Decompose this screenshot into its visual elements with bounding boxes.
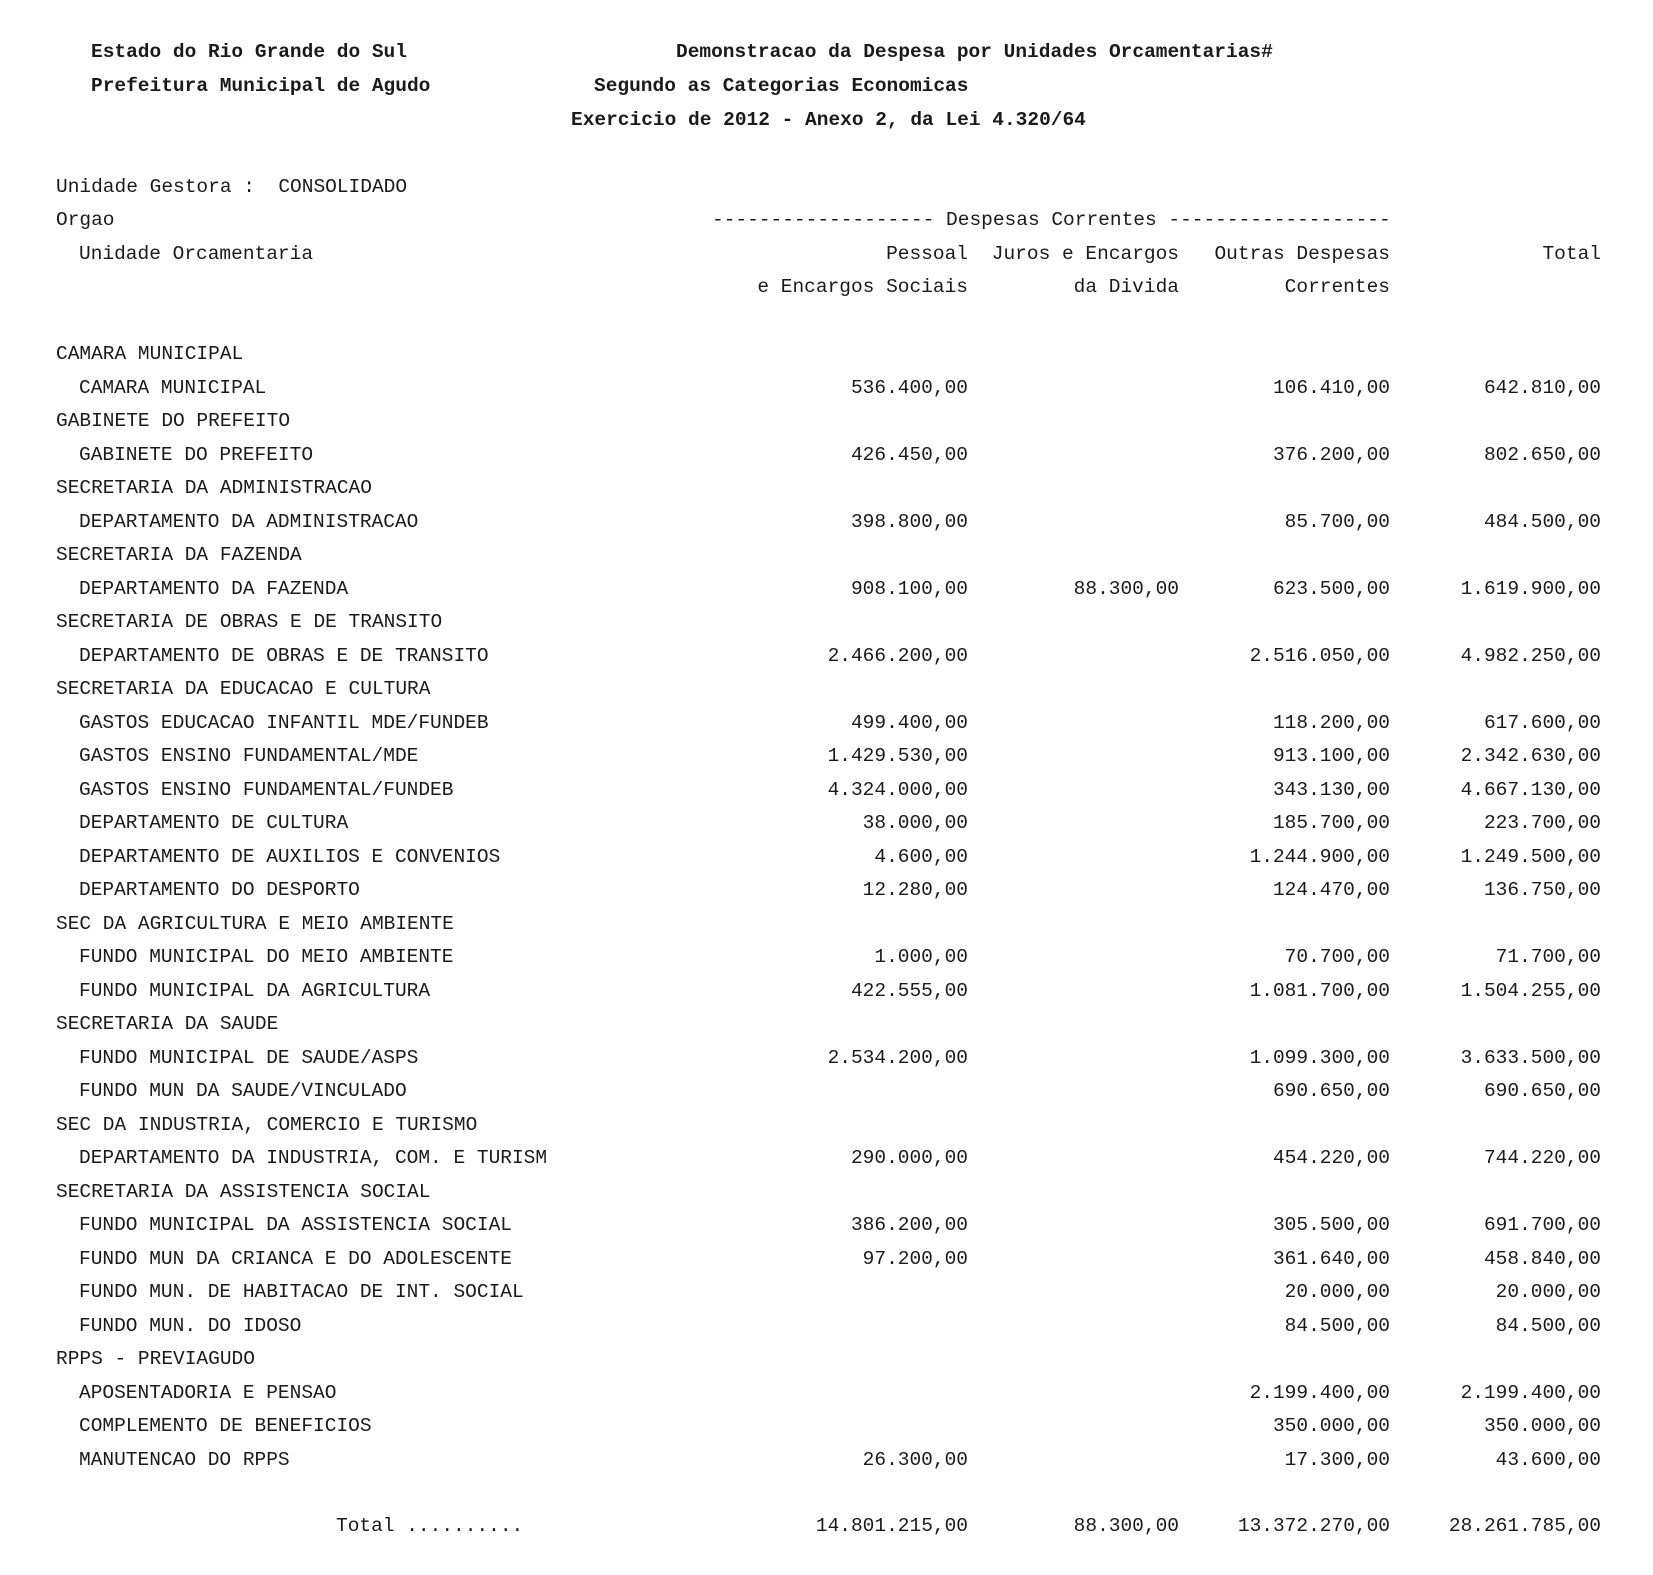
unidade-name: APOSENTADORIA E PENSAO bbox=[79, 1382, 337, 1404]
cell-pessoal: 499.400,00 bbox=[850, 712, 968, 734]
unidade-name: DEPARTAMENTO DO DESPORTO bbox=[79, 879, 360, 901]
unidade-name: DEPARTAMENTO DE OBRAS E DE TRANSITO bbox=[79, 645, 489, 667]
unidade-name: GABINETE DO PREFEITO bbox=[79, 444, 314, 466]
cell-total: 223.700,00 bbox=[1483, 812, 1601, 834]
unidade-gestora: Unidade Gestora : CONSOLIDADO bbox=[56, 176, 408, 198]
cell-outras: 84.500,00 bbox=[1284, 1315, 1390, 1337]
cell-outras: 1.081.700,00 bbox=[1249, 980, 1390, 1002]
orgao-name: GABINETE DO PREFEITO bbox=[56, 410, 291, 432]
unidade-name: DEPARTAMENTO DA FAZENDA bbox=[79, 578, 349, 600]
cell-outras: 17.300,00 bbox=[1284, 1449, 1390, 1471]
cell-pessoal: 426.450,00 bbox=[850, 444, 968, 466]
cell-pessoal: 908.100,00 bbox=[850, 578, 968, 600]
cell-pessoal: 26.300,00 bbox=[862, 1449, 968, 1471]
report-exercise: Exercicio de 2012 - Anexo 2, da Lei 4.320/64 bbox=[571, 109, 1086, 131]
cell-outras: 185.700,00 bbox=[1272, 812, 1390, 834]
cell-total: 2.342.630,00 bbox=[1460, 745, 1601, 767]
unidade-name: FUNDO MUNICIPAL DO MEIO AMBIENTE bbox=[79, 946, 454, 968]
unidade-name: MANUTENCAO DO RPPS bbox=[79, 1449, 290, 1471]
total-juros: 88.300,00 bbox=[1073, 1515, 1179, 1537]
col-outras-subheader: Correntes bbox=[1284, 276, 1390, 298]
cell-total: 20.000,00 bbox=[1495, 1281, 1601, 1303]
cell-pessoal: 290.000,00 bbox=[850, 1147, 968, 1169]
cell-total: 84.500,00 bbox=[1495, 1315, 1601, 1337]
cell-outras: 124.470,00 bbox=[1272, 879, 1390, 901]
cell-pessoal: 2.534.200,00 bbox=[827, 1047, 968, 1069]
orgao-name: SECRETARIA DA ASSISTENCIA SOCIAL bbox=[56, 1181, 431, 1203]
cell-outras: 70.700,00 bbox=[1284, 946, 1390, 968]
cell-total: 744.220,00 bbox=[1483, 1147, 1601, 1169]
municipality-name: Prefeitura Municipal de Agudo bbox=[91, 75, 431, 97]
cell-total: 2.199.400,00 bbox=[1460, 1382, 1601, 1404]
orgao-name: SECRETARIA DA EDUCACAO E CULTURA bbox=[56, 678, 431, 700]
unidade-name: FUNDO MUNICIPAL DE SAUDE/ASPS bbox=[79, 1047, 419, 1069]
unidade-name: FUNDO MUN DA SAUDE/VINCULADO bbox=[79, 1080, 407, 1102]
cell-total: 1.249.500,00 bbox=[1460, 846, 1601, 868]
cell-pessoal: 386.200,00 bbox=[850, 1214, 968, 1236]
cell-total: 1.619.900,00 bbox=[1460, 578, 1601, 600]
col-juros-header: Juros e Encargos bbox=[991, 243, 1179, 265]
unidade-name: DEPARTAMENTO DE CULTURA bbox=[79, 812, 349, 834]
total-geral: 28.261.785,00 bbox=[1448, 1515, 1601, 1537]
cell-pessoal: 1.000,00 bbox=[874, 946, 968, 968]
cell-total: 690.650,00 bbox=[1483, 1080, 1601, 1102]
cell-outras: 913.100,00 bbox=[1272, 745, 1390, 767]
cell-pessoal: 2.466.200,00 bbox=[827, 645, 968, 667]
orgao-name: SEC DA AGRICULTURA E MEIO AMBIENTE bbox=[56, 913, 454, 935]
unidade-name: GASTOS ENSINO FUNDAMENTAL/MDE bbox=[79, 745, 419, 767]
despesas-correntes-header: ------------------- Despesas Correntes ------------------- bbox=[712, 209, 1391, 231]
cell-outras: 118.200,00 bbox=[1272, 712, 1390, 734]
orgao-name: SECRETARIA DA SAUDE bbox=[56, 1013, 279, 1035]
cell-total: 1.504.255,00 bbox=[1460, 980, 1601, 1002]
orgao-name: SECRETARIA DA FAZENDA bbox=[56, 544, 302, 566]
col-total-header: Total bbox=[1542, 243, 1601, 265]
cell-total: 642.810,00 bbox=[1483, 377, 1601, 399]
state-name: Estado do Rio Grande do Sul bbox=[91, 41, 407, 63]
cell-total: 71.700,00 bbox=[1495, 946, 1601, 968]
cell-total: 691.700,00 bbox=[1483, 1214, 1601, 1236]
cell-outras: 305.500,00 bbox=[1272, 1214, 1390, 1236]
cell-total: 350.000,00 bbox=[1483, 1415, 1601, 1437]
col-outras-header: Outras Despesas bbox=[1214, 243, 1390, 265]
cell-juros: 88.300,00 bbox=[1073, 578, 1179, 600]
cell-pessoal: 1.429.530,00 bbox=[827, 745, 968, 767]
cell-pessoal: 4.600,00 bbox=[874, 846, 968, 868]
cell-total: 617.600,00 bbox=[1483, 712, 1601, 734]
col-pessoal-subheader: e Encargos Sociais bbox=[757, 276, 968, 298]
unidade-name: FUNDO MUNICIPAL DA AGRICULTURA bbox=[79, 980, 431, 1002]
unidade-name: GASTOS ENSINO FUNDAMENTAL/FUNDEB bbox=[79, 779, 454, 801]
col-pessoal-header: Pessoal bbox=[886, 243, 968, 265]
cell-pessoal: 97.200,00 bbox=[862, 1248, 968, 1270]
cell-outras: 1.244.900,00 bbox=[1249, 846, 1390, 868]
cell-outras: 454.220,00 bbox=[1272, 1147, 1390, 1169]
total-outras: 13.372.270,00 bbox=[1237, 1515, 1390, 1537]
unidade-orcamentaria-label: Unidade Orcamentaria bbox=[79, 243, 314, 265]
cell-total: 43.600,00 bbox=[1495, 1449, 1601, 1471]
cell-total: 4.667.130,00 bbox=[1460, 779, 1601, 801]
cell-total: 802.650,00 bbox=[1483, 444, 1601, 466]
report-title: Demonstracao da Despesa por Unidades Orcamentarias# bbox=[676, 41, 1273, 63]
cell-pessoal: 398.800,00 bbox=[850, 511, 968, 533]
unidade-name: FUNDO MUN DA CRIANCA E DO ADOLESCENTE bbox=[79, 1248, 512, 1270]
unidade-name: DEPARTAMENTO DE AUXILIOS E CONVENIOS bbox=[79, 846, 501, 868]
cell-outras: 20.000,00 bbox=[1284, 1281, 1390, 1303]
unidade-name: FUNDO MUNICIPAL DA ASSISTENCIA SOCIAL bbox=[79, 1214, 512, 1236]
cell-pessoal: 422.555,00 bbox=[850, 980, 968, 1002]
orgao-name: SECRETARIA DE OBRAS E DE TRANSITO bbox=[56, 611, 443, 633]
report-subtitle: Segundo as Categorias Economicas bbox=[594, 75, 969, 97]
cell-pessoal: 4.324.000,00 bbox=[827, 779, 968, 801]
unidade-name: DEPARTAMENTO DA INDUSTRIA, COM. E TURISM bbox=[79, 1147, 548, 1169]
cell-total: 136.750,00 bbox=[1483, 879, 1601, 901]
cell-outras: 350.000,00 bbox=[1272, 1415, 1390, 1437]
orgao-name: SECRETARIA DA ADMINISTRACAO bbox=[56, 477, 372, 499]
orgao-name: RPPS - PREVIAGUDO bbox=[56, 1348, 255, 1370]
cell-outras: 2.199.400,00 bbox=[1249, 1382, 1390, 1404]
cell-pessoal: 12.280,00 bbox=[862, 879, 968, 901]
unidade-name: COMPLEMENTO DE BENEFICIOS bbox=[79, 1415, 372, 1437]
unidade-name: CAMARA MUNICIPAL bbox=[79, 377, 267, 399]
cell-total: 3.633.500,00 bbox=[1460, 1047, 1601, 1069]
orgao-label: Orgao bbox=[56, 209, 115, 231]
cell-outras: 2.516.050,00 bbox=[1249, 645, 1390, 667]
cell-outras: 1.099.300,00 bbox=[1249, 1047, 1390, 1069]
cell-outras: 623.500,00 bbox=[1272, 578, 1390, 600]
col-juros-subheader: da Divida bbox=[1073, 276, 1179, 298]
unidade-name: FUNDO MUN. DE HABITACAO DE INT. SOCIAL bbox=[79, 1281, 524, 1303]
total-pessoal: 14.801.215,00 bbox=[815, 1515, 968, 1537]
unidade-name: GASTOS EDUCACAO INFANTIL MDE/FUNDEB bbox=[79, 712, 489, 734]
cell-pessoal: 536.400,00 bbox=[850, 377, 968, 399]
cell-outras: 361.640,00 bbox=[1272, 1248, 1390, 1270]
cell-outras: 343.130,00 bbox=[1272, 779, 1390, 801]
orgao-name: CAMARA MUNICIPAL bbox=[56, 343, 244, 365]
cell-outras: 85.700,00 bbox=[1284, 511, 1390, 533]
total-label: Total .......... bbox=[336, 1515, 524, 1537]
cell-total: 458.840,00 bbox=[1483, 1248, 1601, 1270]
unidade-name: DEPARTAMENTO DA ADMINISTRACAO bbox=[79, 511, 419, 533]
cell-outras: 106.410,00 bbox=[1272, 377, 1390, 399]
orgao-name: SEC DA INDUSTRIA, COMERCIO E TURISMO bbox=[56, 1114, 478, 1136]
cell-pessoal: 38.000,00 bbox=[862, 812, 968, 834]
cell-total: 4.982.250,00 bbox=[1460, 645, 1601, 667]
cell-total: 484.500,00 bbox=[1483, 511, 1601, 533]
unidade-name: FUNDO MUN. DO IDOSO bbox=[79, 1315, 302, 1337]
cell-outras: 690.650,00 bbox=[1272, 1080, 1390, 1102]
cell-outras: 376.200,00 bbox=[1272, 444, 1390, 466]
